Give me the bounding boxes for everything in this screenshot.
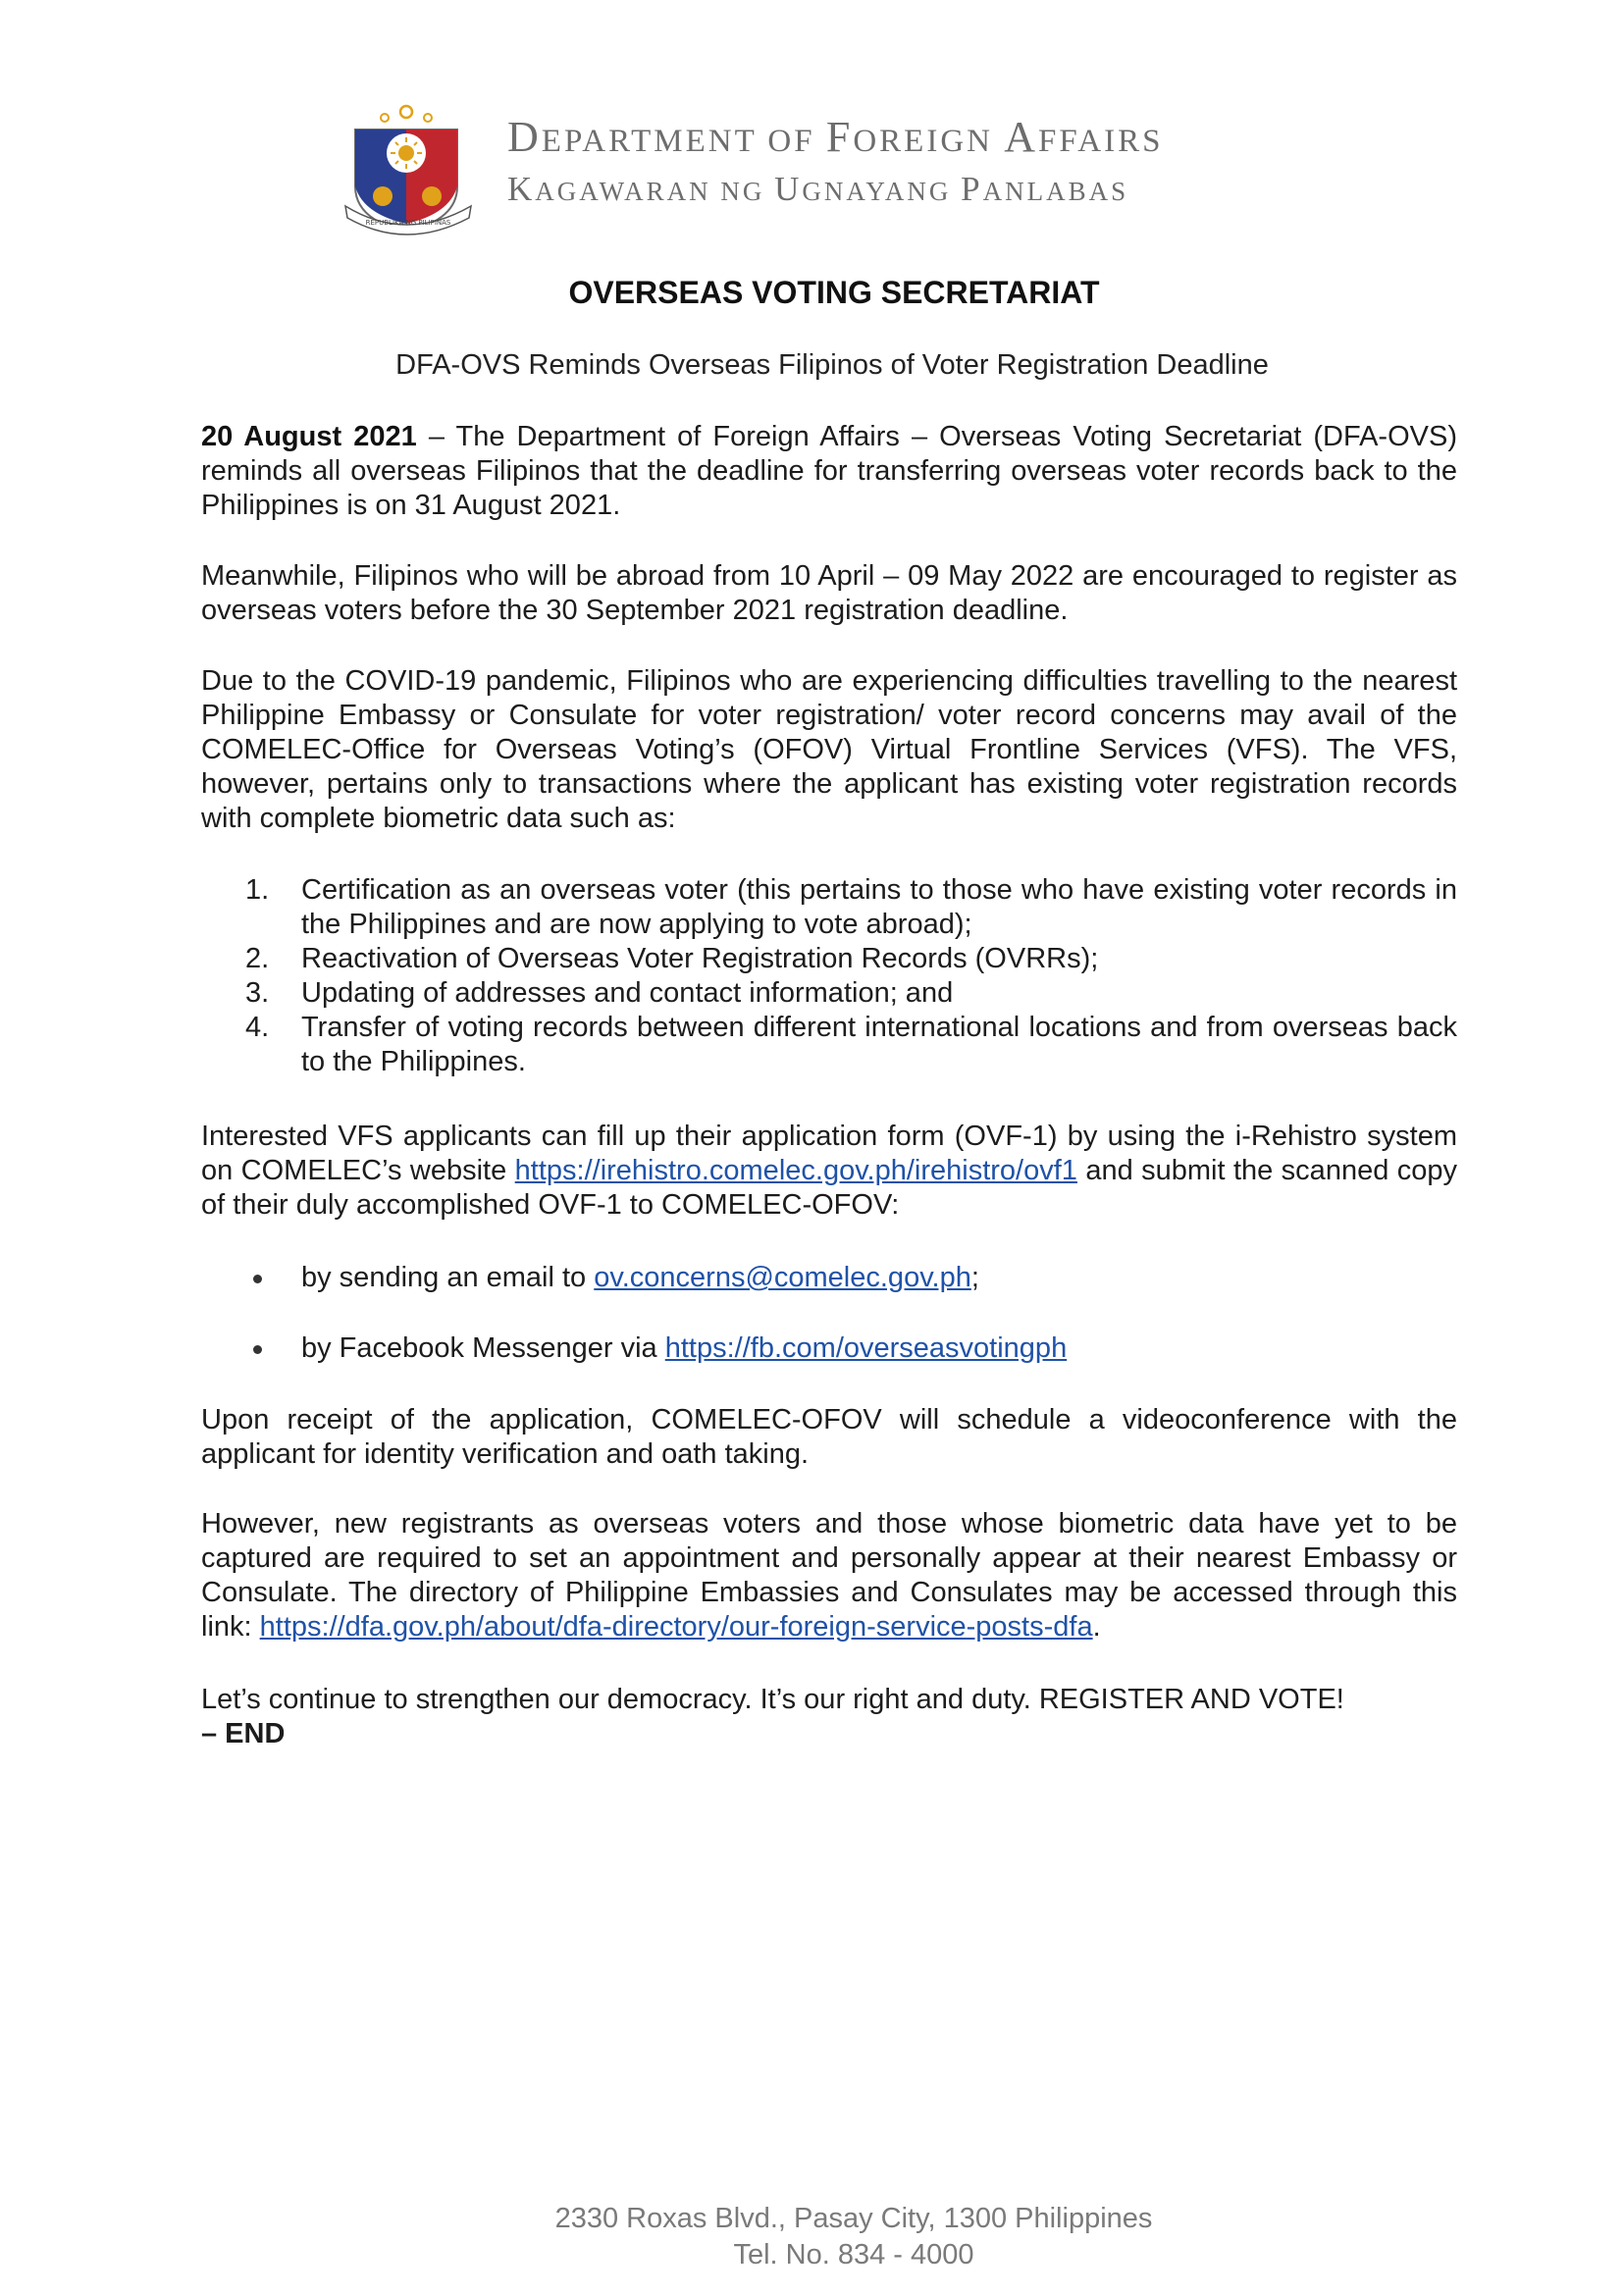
bullet-dot	[253, 1345, 262, 1354]
list-item: 3. Updating of addresses and contact information; and	[245, 977, 954, 1009]
closing-line: Let’s continue to strengthen our democracy. It’s our right and duty. REGISTER AND VOTE!	[201, 1684, 1344, 1715]
department-name-english: DEPARTMENT OF FOREIGN AFFAIRS	[507, 113, 1164, 161]
paragraph-application-form: Interested VFS applicants can fill up their application form (OVF-1) by using the i-Rehistro system on COMELEC’s website https://irehistro.comelec.gov.ph/irehistro/ovf1 and submit the scanned copy of their duly accomplished OVF-1 to COMELEC-OFOV:	[201, 1121, 1457, 1221]
list-item: 2. Reactivation of Overseas Voter Registration Records (OVRRs);	[245, 943, 1099, 974]
dfa-directory-link[interactable]: https://dfa.gov.ph/about/dfa-directory/our-foreign-service-posts-dfa	[259, 1611, 1093, 1643]
footer-telephone: Tel. No. 834 - 4000	[733, 2239, 974, 2270]
department-name-filipino: KAGAWARAN NG UGNAYANG PANLABAS	[507, 170, 1129, 208]
svg-text:REPUBLIKA NG PILIPINAS: REPUBLIKA NG PILIPINAS	[365, 219, 451, 227]
list-item: 4. Transfer of voting records between different international locations and from overseas back to the Philippines.	[245, 1012, 1457, 1077]
paragraph-registration-deadline: Meanwhile, Filipinos who will be abroad from 10 April – 09 May 2022 are encouraged to register as overseas voters before the 30 September 2021 registration deadline.	[201, 560, 1457, 626]
bullet-dot	[253, 1275, 262, 1283]
paragraph-vfs-info: Due to the COVID-19 pandemic, Filipinos who are experiencing difficulties travelling to the nearest Philippine Embassy or Consulate for voter registration/ voter record concerns may avail of the COMELEC-Office for Overseas Voting’s (OFOV) Virtual Frontline Services (VFS). The VFS, however, pertains only to transactions where the applicant has existing voter registration records with complete biometric data such as:	[201, 665, 1457, 834]
release-date: 20 August 2021	[201, 421, 417, 452]
footer-address: 2330 Roxas Blvd., Pasay City, 1300 Philippines	[554, 2203, 1153, 2234]
office-title: OVERSEAS VOTING SECRETARIAT	[568, 275, 1100, 310]
end-mark: – END	[201, 1718, 286, 1749]
dfa-seal-logo	[341, 96, 487, 241]
paragraph-new-registrants: However, new registrants as overseas voters and those whose biometric data have yet to be captured are required to set an appointment and personally appear at their nearest Embassy or Consulate. The directory of Philippine Embassies and Consulates may be accessed through this link: https://dfa.gov.ph/about/dfa-directory/our-foreign-service-posts-dfa.	[201, 1508, 1457, 1643]
list-item: 1. Certification as an overseas voter (this pertains to those who have existing voter records in the Philippines and are now applying to vote abroad);	[245, 874, 1457, 940]
paragraph-videoconference: Upon receipt of the application, COMELEC-OFOV will schedule a videoconference with the applicant for identity verification and oath taking.	[201, 1404, 1457, 1470]
email-link[interactable]: ov.concerns@comelec.gov.ph	[594, 1262, 971, 1293]
document-page: REPUBLIKA NG PILIPINAS DEPARTMENT OF FOREIGN AFFAIRS KAGAWARAN NG UGNAYANG PANLABAS OVERSEAS VOTING SECRETARIAT DFA-OVS Reminds Overseas Filipinos of Voter Registration Deadline 20 August 2021 – The Department of Foreign Affairs – Overseas Voting Secretariat (DFA-OVS) reminds all overseas Filipinos that the deadline for transferring overseas voter records back to the Philippines is on 31 August 2021. Meanwhile, Filipinos who will be abroad from 10 April – 09 May 2022 are encouraged to register as overseas voters before the 30 September 2021 registration deadline. Due to the COVID-19 pandemic, Filipinos who are experiencing difficulties travelling to the nearest Philippine Embassy or Consulate for voter registration/ voter record concerns may avail of the COMELEC-Office for Overseas Voting’s (OFOV) Virtual Frontline Services (VFS). The VFS, however, pertains only to transactions where the applicant has existing voter registration records with complete biometric data such as: 1. Certification as an overseas voter (this pertains to those who have existing voter records in the Philippines and are now applying to vote abroad); 2. Reactivation of Overseas Voter Registration Records (OVRRs); 3. Updating of addresses and contact information; and 4. Transfer of voting records between different international locations and from overseas back to the Philippines. Interested VFS applicants can fill up their application form (OVF-1) by using the i-Rehistro system on COMELEC’s website https://irehistro.comelec.gov.ph/irehistro/ovf1 and submit the scanned copy of their duly accomplished OVF-1 to COMELEC-OFOV: by sending an email to ov.concerns@comelec.gov.ph; by Facebook Messenger via https://fb.com/overseasvotingph Upon receipt of the application, COMELEC-OFOV will schedule a videoconference with the applicant for identity verification and oath taking. However, new registrants as overseas voters and those whose biometric data have yet to be captured are required to set an appointment and personally appear at their nearest Embassy or Consulate. The directory of Philippine Embassies and Consulates may be accessed through this link: https://dfa.gov.ph/about/dfa-directory/our-foreign-service-posts-dfa. Let’s continue to strengthen our democracy. It’s our right and duty. REGISTER AND VOTE! – END 2330 Roxas Blvd., Pasay City, 1300 Philippines Tel. No. 834 - 4000	[0, 0, 1623, 2296]
vfs-transactions-list	[245, 873, 1457, 1079]
irehistro-link[interactable]: https://irehistro.comelec.gov.ph/irehistro/ovf1	[514, 1155, 1077, 1186]
paragraph-intro: 20 August 2021 – The Department of Foreign Affairs – Overseas Voting Secretariat (DFA-OVS) reminds all overseas Filipinos that the deadline for transferring overseas voter records back to the Philippines is on 31 August 2021.	[201, 421, 1457, 521]
facebook-link[interactable]: https://fb.com/overseasvotingph	[664, 1332, 1068, 1364]
release-headline: DFA-OVS Reminds Overseas Filipinos of Voter Registration Deadline	[395, 349, 1269, 381]
